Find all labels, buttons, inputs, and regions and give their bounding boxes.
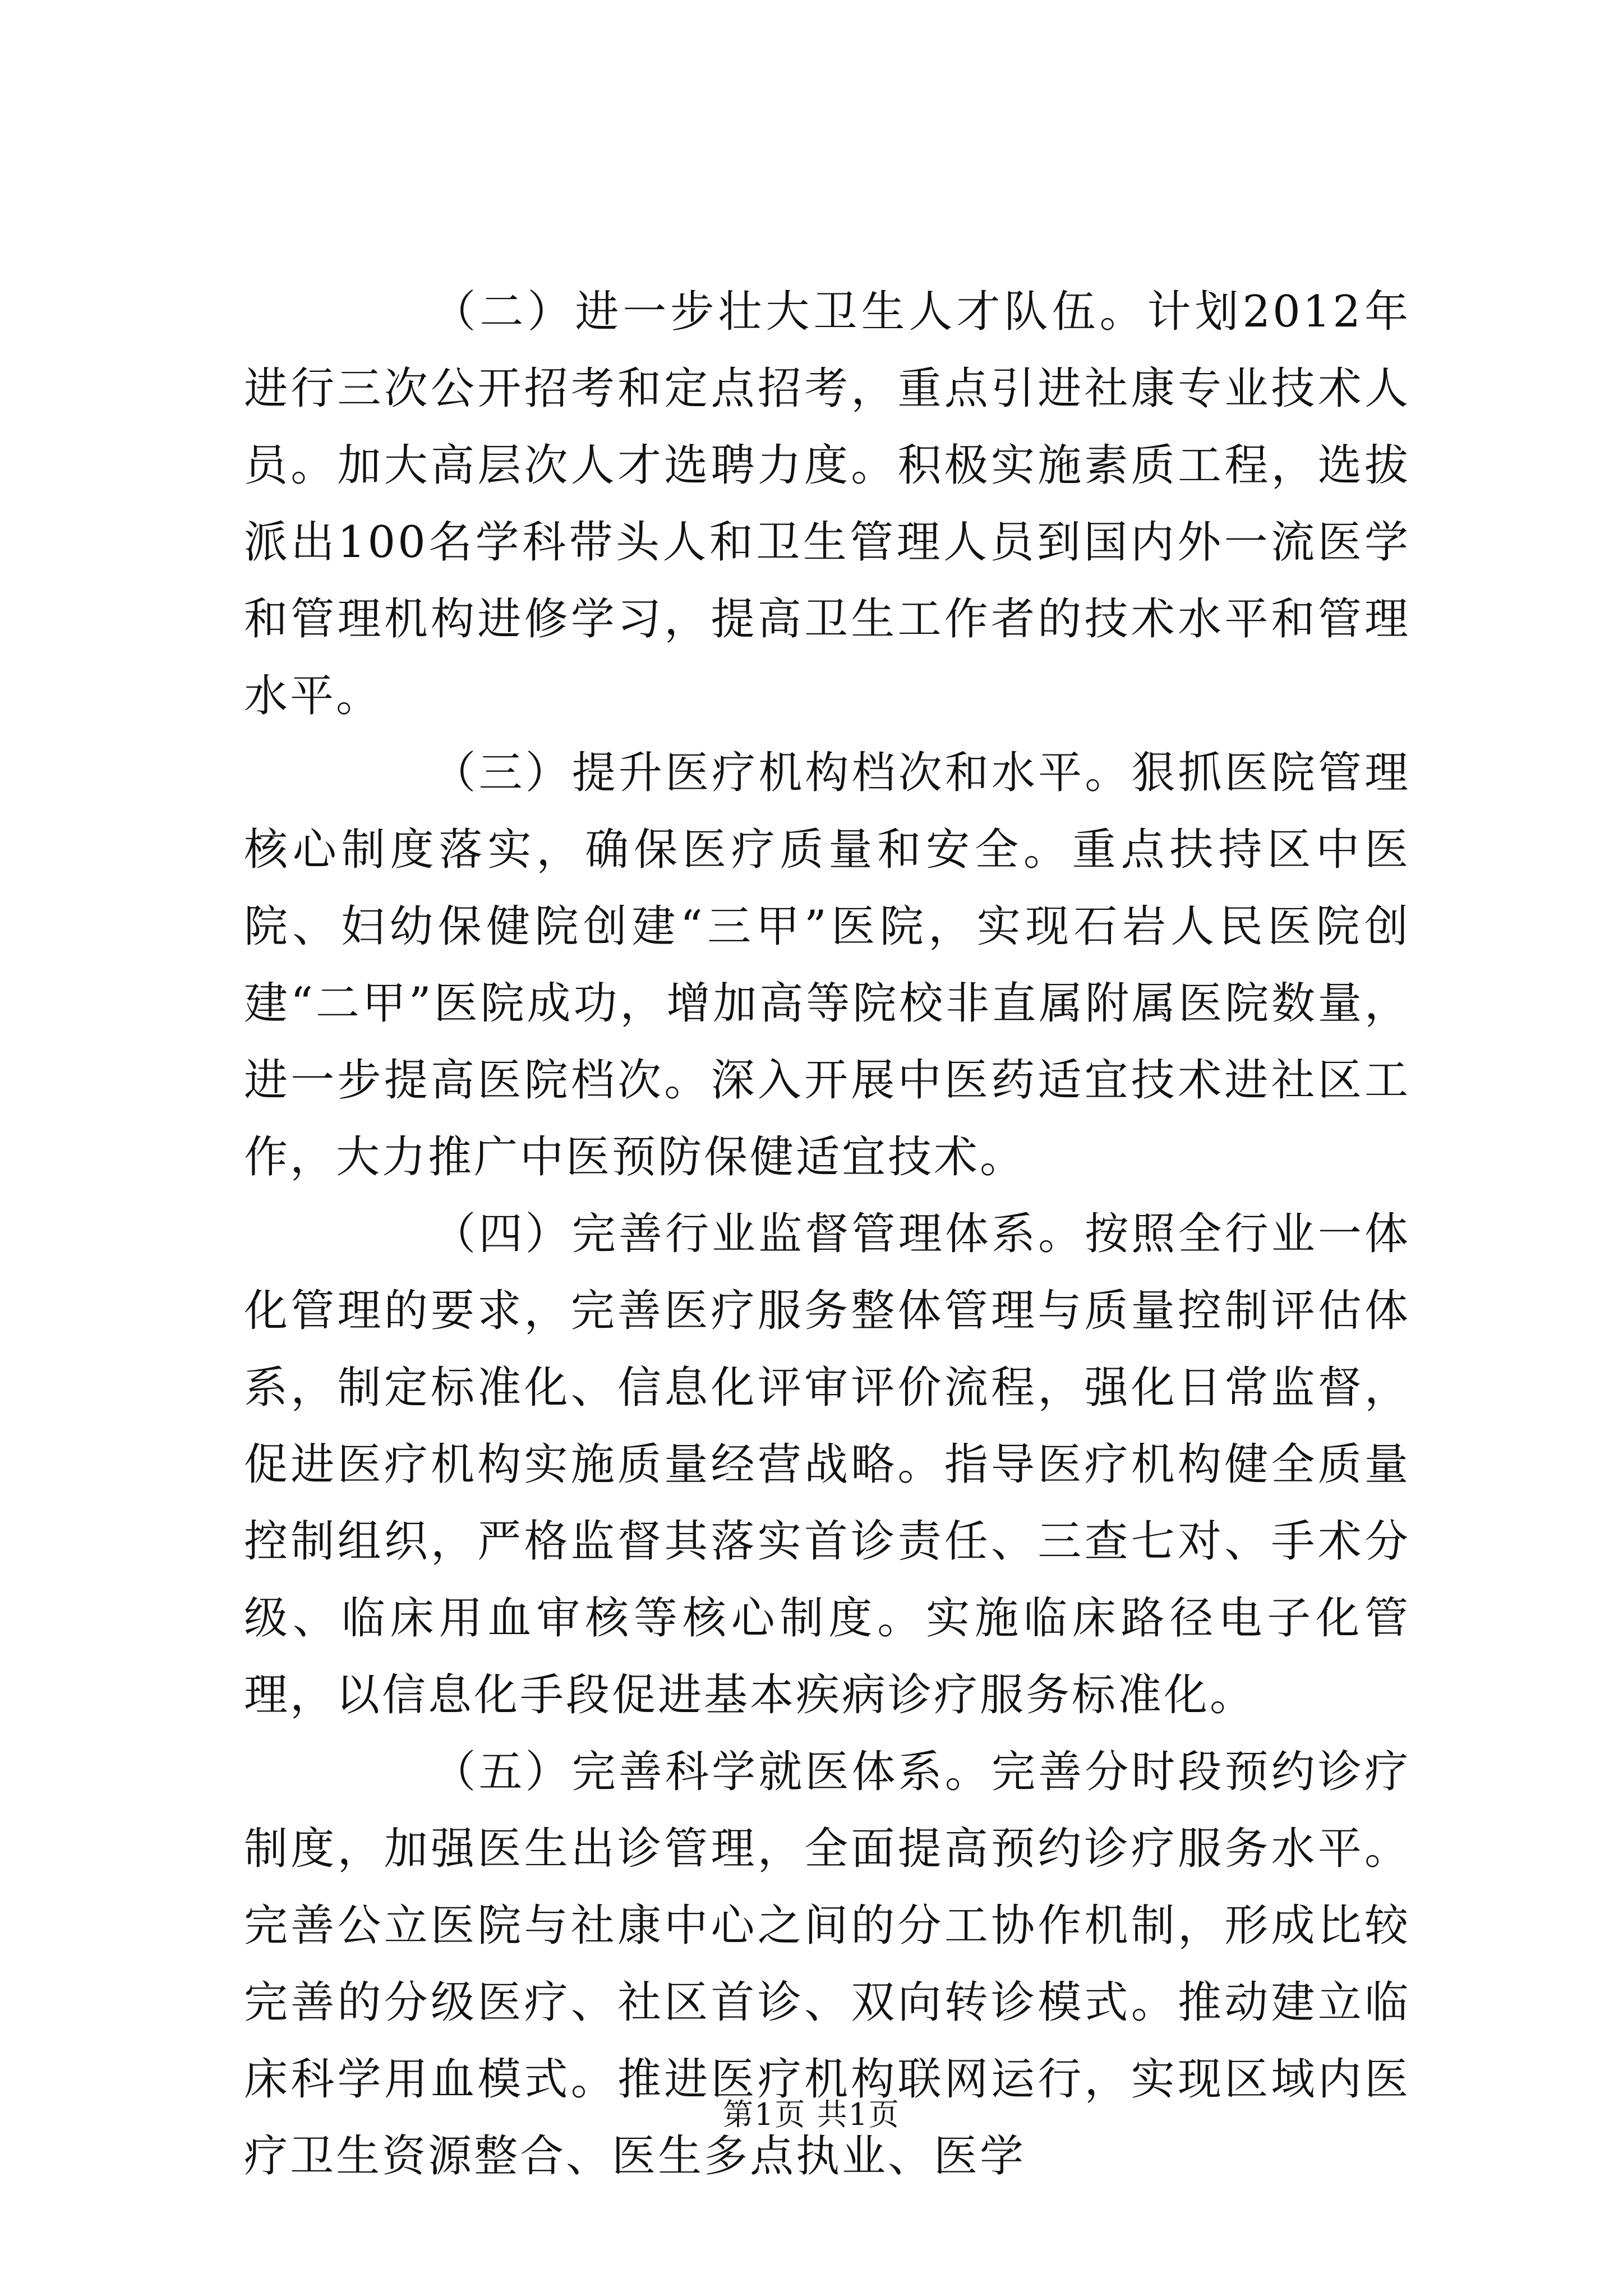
paragraph-supervision-system: （四）完善行业监督管理体系。按照全行业一体化管理的要求，完善医疗服务整体管理与质量控制评估体系，制定标准化、信息化评审评价流程，强化日常监督，促进医疗机构实施质量经营战略。指导医疗机构健全质量控制组织，严格监督其落实首诊责任、三查七对、手术分级、临床用血审核等核心制度。实施临床路径电子化管理，以信息化手段促进基本疾病诊疗服务标准化。 [244,1209,1410,1720]
page-footer: 第1页 共1页 [723,2097,900,2132]
document-body [244,274,1410,2195]
paragraph-talent-team: （二）进一步壮大卫生人才队伍。计划2012年进行三次公开招考和定点招考，重点引进社康专业技术人员。加大高层次人才选聘力度。积极实施素质工程，选拔派出100名学科带头人和卫生管理人员到国内外一流医学和管理机构进修学习，提高卫生工作者的技术水平和管理水平。 [244,287,1410,721]
paragraph-medical-system: （五）完善科学就医体系。完善分时段预约诊疗制度，加强医生出诊管理，全面提高预约诊疗服务水平。完善公立医院与社康中心之间的分工协作机制，形成比较完善的分级医疗、社区首诊、双向转诊模式。推动建立临床科学用血模式。推进医疗机构联网运行，实现区域内医疗卫生资源整合、医生多点执业、医学 [244,1747,1410,2182]
paragraph-hospital-level: （三）提升医疗机构档次和水平。狠抓医院管理核心制度落实，确保医疗质量和安全。重点扶持区中医院、妇幼保健院创建“三甲”医院，实现石岩人民医院创建“二甲”医院成功，增加高等院校非直属附属医院数量，进一步提高医院档次。深入开展中医药适宜技术进社区工作，大力推广中医预防保健适宜技术。 [244,748,1410,1182]
